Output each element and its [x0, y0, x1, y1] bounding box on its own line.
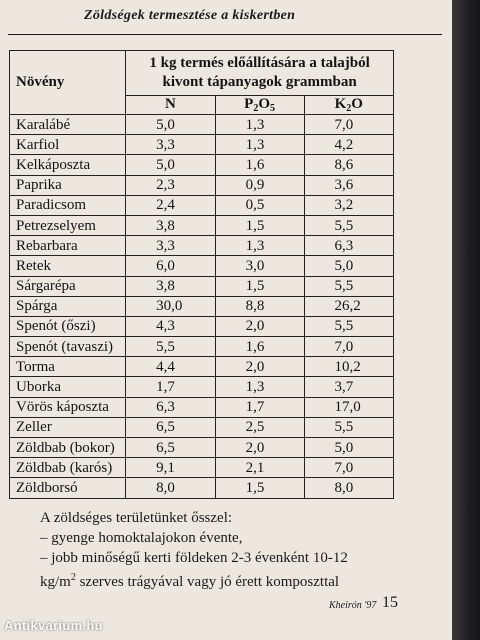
plant-name-cell: Karalábé	[10, 115, 126, 135]
phosphorus-cell: 1,3	[215, 377, 304, 397]
potassium-cell: 3,2	[304, 195, 393, 215]
nitrogen-cell: 2,3	[126, 175, 215, 195]
nutrient-header	[215, 96, 304, 115]
potassium-cell: 5,5	[304, 316, 393, 336]
group-header-line2: kivont tápanyagok grammban	[162, 74, 357, 90]
table-row	[10, 337, 394, 357]
table-row	[10, 438, 394, 458]
nitrogen-cell: 4,3	[126, 316, 215, 336]
watermark: Antikvarium.hu	[4, 618, 103, 633]
nutrient-header	[304, 96, 393, 115]
nitrogen-cell: 9,1	[126, 458, 215, 478]
table-row	[10, 195, 394, 215]
group-header-line1: 1 kg termés előállítására a talajból	[149, 55, 370, 71]
unit-superscript: 2	[70, 572, 76, 583]
nutrient-symbol: O	[351, 96, 363, 112]
nutrient-subscript: 5	[270, 103, 275, 114]
nitrogen-cell: 3,8	[126, 276, 215, 296]
potassium-cell: 7,0	[304, 115, 393, 135]
potassium-cell: 7,0	[304, 458, 393, 478]
phosphorus-cell: 1,3	[215, 135, 304, 155]
phosphorus-cell: 2,0	[215, 438, 304, 458]
potassium-cell: 26,2	[304, 296, 393, 316]
table-row	[10, 175, 394, 195]
phosphorus-cell: 1,3	[215, 236, 304, 256]
table-row	[10, 316, 394, 336]
potassium-cell: 10,2	[304, 357, 393, 377]
table-row	[10, 296, 394, 316]
nitrogen-cell: 5,0	[126, 115, 215, 135]
table-row	[10, 155, 394, 175]
phosphorus-cell: 1,7	[215, 397, 304, 417]
table-row	[10, 417, 394, 437]
publisher-mark: Kheirón '97	[329, 600, 377, 611]
nitrogen-cell: 8,0	[126, 478, 215, 498]
nutrient-subscript: 2	[253, 103, 259, 114]
table-row	[10, 135, 394, 155]
nutrient-symbol: K	[334, 96, 347, 112]
phosphorus-cell: 1,3	[215, 115, 304, 135]
phosphorus-cell: 2,0	[215, 357, 304, 377]
paragraph-line: – gyenge homoktalajokon évente,	[40, 530, 243, 546]
potassium-cell: 4,2	[304, 135, 393, 155]
potassium-cell: 3,6	[304, 175, 393, 195]
nutrient-header	[126, 96, 215, 115]
plant-name-cell: Spárga	[10, 296, 126, 316]
plant-name-cell: Uborka	[10, 377, 126, 397]
plant-name-cell: Rebarbara	[10, 236, 126, 256]
unit-text: kg/m	[40, 574, 71, 590]
plant-name-cell: Karfiol	[10, 135, 126, 155]
column-header-plant: Növény	[10, 51, 126, 115]
nutrient-symbol: P	[244, 96, 254, 112]
potassium-cell: 5,0	[304, 256, 393, 276]
plant-name-cell: Spenót (őszi)	[10, 316, 126, 336]
paragraph-text: szerves trágyával vagy jó érett komposzttal	[75, 574, 340, 590]
paragraph-line: A zöldséges területünket ősszel:	[40, 510, 233, 526]
nutrient-symbol: O	[258, 96, 270, 112]
potassium-cell: 8,6	[304, 155, 393, 175]
potassium-cell: 6,3	[304, 236, 393, 256]
nitrogen-cell: 6,5	[126, 438, 215, 458]
table-row	[10, 236, 394, 256]
plant-name-cell: Kelkáposzta	[10, 155, 126, 175]
potassium-cell: 17,0	[304, 397, 393, 417]
phosphorus-cell: 0,9	[215, 175, 304, 195]
phosphorus-cell: 8,8	[215, 296, 304, 316]
nitrogen-cell: 3,3	[126, 135, 215, 155]
plant-name-cell: Spenót (tavaszi)	[10, 337, 126, 357]
nitrogen-cell: 6,3	[126, 397, 215, 417]
phosphorus-cell: 3,0	[215, 256, 304, 276]
book-spine-shadow	[452, 0, 480, 640]
page-number: 15	[382, 594, 398, 611]
table-row	[10, 215, 394, 235]
table-row	[10, 458, 394, 478]
phosphorus-cell: 1,6	[215, 155, 304, 175]
plant-name-cell: Sárgarépa	[10, 276, 126, 296]
nitrogen-cell: 6,0	[126, 256, 215, 276]
paragraph-line: – jobb minőségű kerti földeken 2-3 évenként 10-12	[40, 550, 348, 566]
potassium-cell: 5,0	[304, 438, 393, 458]
phosphorus-cell: 0,5	[215, 195, 304, 215]
column-group-header	[126, 51, 394, 96]
nitrogen-cell: 5,5	[126, 337, 215, 357]
potassium-cell: 3,7	[304, 377, 393, 397]
plant-name-cell: Zöldbab (bokor)	[10, 438, 126, 458]
nitrogen-cell: 30,0	[126, 296, 215, 316]
table-row	[10, 276, 394, 296]
phosphorus-cell: 2,1	[215, 458, 304, 478]
potassium-cell: 5,5	[304, 417, 393, 437]
potassium-cell: 5,5	[304, 215, 393, 235]
nitrogen-cell: 4,4	[126, 357, 215, 377]
table-row	[10, 256, 394, 276]
table-row	[10, 397, 394, 417]
phosphorus-cell: 1,5	[215, 276, 304, 296]
potassium-cell: 7,0	[304, 337, 393, 357]
plant-name-cell: Zöldborsó	[10, 478, 126, 498]
phosphorus-cell: 1,5	[215, 215, 304, 235]
plant-name-cell: Retek	[10, 256, 126, 276]
nutrient-symbol: N	[164, 96, 176, 112]
table-row	[10, 115, 394, 135]
phosphorus-cell: 1,6	[215, 337, 304, 357]
phosphorus-cell: 2,5	[215, 417, 304, 437]
nitrogen-cell: 6,5	[126, 417, 215, 437]
table-row	[10, 478, 394, 498]
phosphorus-cell: 2,0	[215, 316, 304, 336]
potassium-cell: 8,0	[304, 478, 393, 498]
paragraph-line-units	[40, 568, 410, 592]
plant-name-cell: Paprika	[10, 175, 126, 195]
table-row	[10, 357, 394, 377]
nitrogen-cell: 2,4	[126, 195, 215, 215]
running-head: Zöldségek termesztése a kiskertben	[84, 8, 296, 23]
nitrogen-cell: 1,7	[126, 377, 215, 397]
phosphorus-cell: 1,5	[215, 478, 304, 498]
nitrogen-cell: 5,0	[126, 155, 215, 175]
nutrient-subscript: 2	[346, 103, 352, 114]
plant-name-cell: Petrezselyem	[10, 215, 126, 235]
table-row	[10, 377, 394, 397]
nitrogen-cell: 3,3	[126, 236, 215, 256]
plant-name-cell: Paradicsom	[10, 195, 126, 215]
nitrogen-cell: 3,8	[126, 215, 215, 235]
header-rule	[8, 34, 442, 35]
plant-name-cell: Torma	[10, 357, 126, 377]
plant-name-cell: Zöldbab (karós)	[10, 458, 126, 478]
plant-name-cell: Vörös káposzta	[10, 397, 126, 417]
body-paragraph	[40, 508, 410, 592]
nutrient-table	[9, 50, 394, 499]
potassium-cell: 5,5	[304, 276, 393, 296]
plant-name-cell: Zeller	[10, 417, 126, 437]
